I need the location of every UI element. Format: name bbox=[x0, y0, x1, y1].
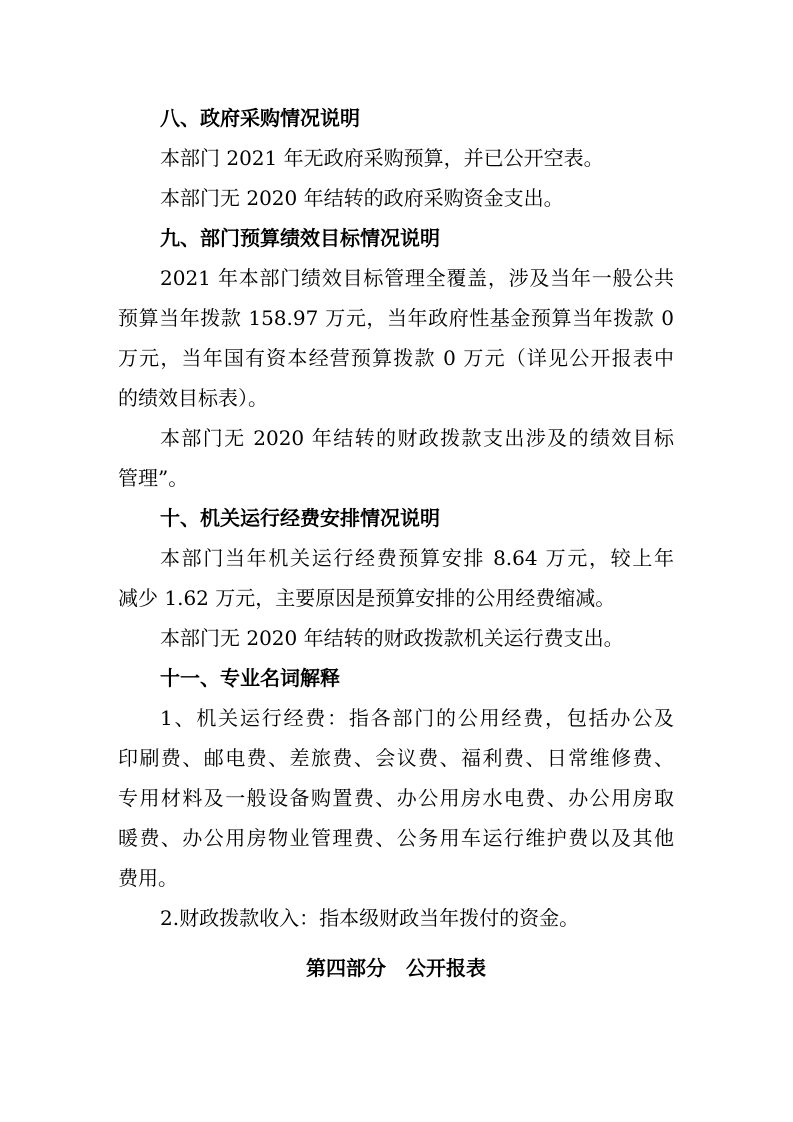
section-11-paragraph-1-line-5: 费用。 bbox=[118, 866, 178, 890]
section-10-paragraph-1-line-2: 减少 1.62 万元，主要原因是预算安排的公用经费缩减。 bbox=[118, 586, 616, 610]
section-11-paragraph-1-line-4: 暖费、办公用房物业管理费、公务用车运行维护费以及其他 bbox=[118, 826, 674, 850]
section-8-paragraph-1: 本部门 2021 年无政府采购预算，并已公开空表。 bbox=[160, 146, 604, 170]
section-11-paragraph-1-line-2: 印刷费、邮电费、差旅费、会议费、福利费、日常维修费、 bbox=[118, 746, 674, 770]
section-11-paragraph-1-line-1: 1、机关运行经费：指各部门的公用经费，包括办公及 bbox=[160, 706, 674, 730]
section-9-paragraph-1-line-1: 2021 年本部门绩效目标管理全覆盖，涉及当年一般公共 bbox=[160, 266, 674, 290]
section-9-paragraph-2-line-1: 本部门无 2020 年结转的财政拨款支出涉及的绩效目标 bbox=[160, 426, 674, 450]
part-four-title: 第四部分 公开报表 bbox=[306, 956, 486, 980]
section-8-title: 八、政府采购情况说明 bbox=[160, 106, 360, 130]
section-9-paragraph-2-line-2: 管理”。 bbox=[118, 466, 189, 490]
section-9-paragraph-1-line-4: 的绩效目标表）。 bbox=[118, 386, 268, 410]
section-10-title: 十、机关运行经费安排情况说明 bbox=[160, 506, 440, 530]
section-10-paragraph-1-line-1: 本部门当年机关运行经费预算安排 8.64 万元，较上年 bbox=[160, 546, 674, 570]
section-11-paragraph-2: 2.财政拨款收入：指本级财政当年拨付的资金。 bbox=[160, 906, 580, 930]
section-8-paragraph-2: 本部门无 2020 年结转的政府采购资金支出。 bbox=[160, 186, 564, 210]
document-page bbox=[118, 98, 674, 988]
section-11-title: 十一、专业名词解释 bbox=[160, 666, 340, 690]
section-11-paragraph-1-line-3: 专用材料及一般设备购置费、办公用房水电费、办公用房取 bbox=[118, 786, 674, 810]
section-10-paragraph-2: 本部门无 2020 年结转的财政拨款机关运行费支出。 bbox=[160, 626, 624, 650]
section-9-paragraph-1-line-2: 预算当年拨款 158.97 万元，当年政府性基金预算当年拨款 0 bbox=[118, 306, 674, 330]
section-9-title: 九、部门预算绩效目标情况说明 bbox=[160, 226, 440, 250]
section-9-paragraph-1-line-3: 万元，当年国有资本经营预算拨款 0 万元（详见公开报表中 bbox=[118, 346, 674, 370]
